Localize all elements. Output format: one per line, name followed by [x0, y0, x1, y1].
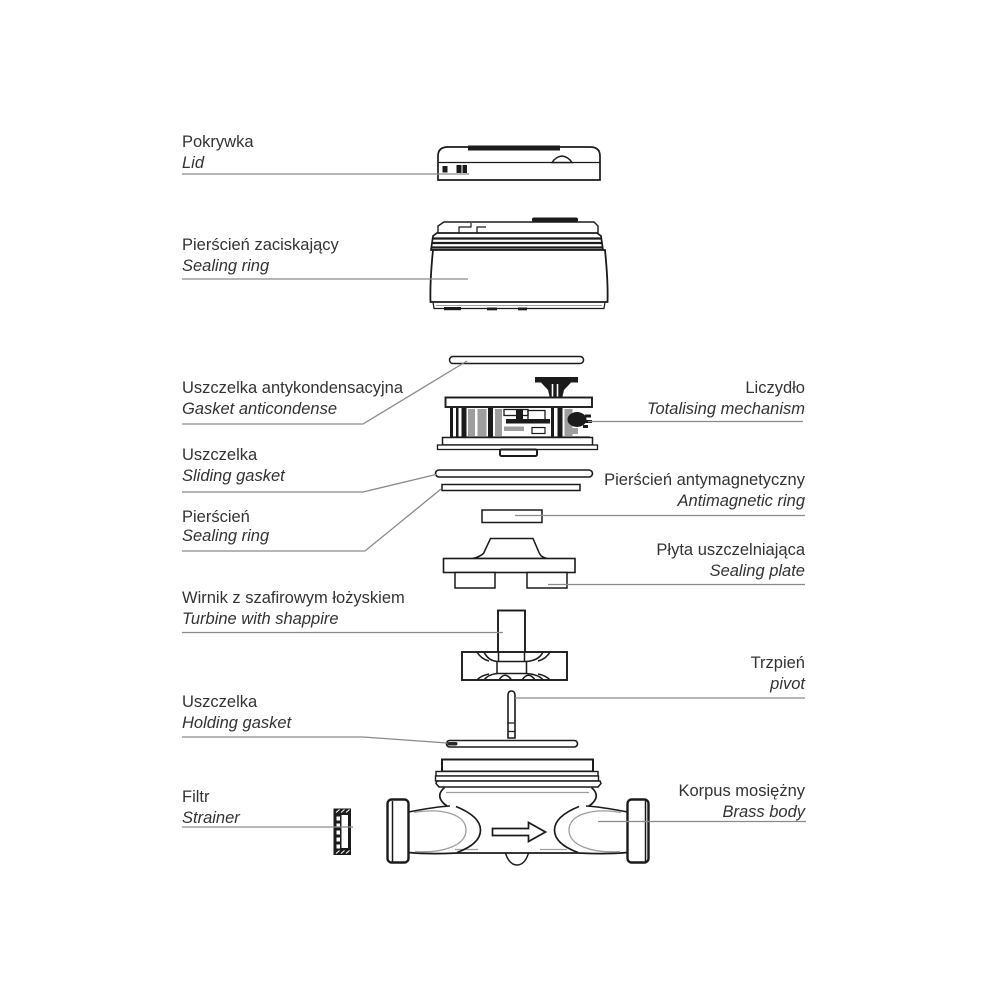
label-totalising-mechanism-pl: Liczydło [745, 379, 805, 397]
part-sealing-ring-thin [442, 485, 580, 491]
label-pivot [751, 653, 805, 695]
label-strainer [182, 787, 240, 829]
label-sealing-ring-thin [182, 508, 269, 546]
label-totalising-mechanism-en: Totalising mechanism [646, 400, 805, 418]
label-lid-en: Lid [182, 154, 205, 172]
label-sealing-plate-en: Sealing plate [709, 562, 805, 580]
label-totalising-mechanism [647, 378, 805, 420]
label-gasket-anticondense-pl: Uszczelka antykondensacyjna [182, 379, 404, 397]
flow-arrow-icon [493, 823, 546, 842]
label-pivot-pl: Trzpień [750, 654, 805, 672]
leader-holding-gasket [182, 737, 447, 743]
label-brass-body-en: Brass body [722, 803, 805, 821]
label-sealing-plate-pl: Płyta uszczelniająca [656, 541, 805, 559]
label-pivot-en: pivot [770, 675, 805, 693]
part-holding-gasket [447, 741, 578, 748]
label-sealing-ring-clamp-en: Sealing ring [182, 257, 270, 275]
label-turbine-pl: Wirnik z szafirowym łożyskiem [182, 589, 405, 607]
label-sealing-ring-thin-en: Sealing ring [182, 527, 270, 545]
label-holding-gasket [182, 692, 291, 734]
part-antimagnetic-ring [482, 510, 542, 523]
label-sliding-gasket [182, 445, 285, 487]
label-strainer-en: Strainer [182, 809, 240, 827]
label-brass-body-pl: Korpus mosiężny [678, 782, 805, 800]
label-gasket-anticondense [182, 378, 403, 420]
part-gasket-anticondense [450, 357, 584, 364]
label-antimagnetic-ring-en: Antimagnetic ring [677, 492, 805, 510]
part-turbine [462, 611, 567, 681]
part-pivot [508, 691, 515, 738]
part-totalising-mechanism [438, 377, 598, 456]
label-sliding-gasket-pl: Uszczelka [182, 446, 258, 464]
label-sealing-plate [656, 540, 805, 582]
part-strainer [334, 809, 352, 856]
label-lid [182, 132, 254, 174]
label-sealing-ring-thin-pl: Pierścień [182, 508, 250, 526]
part-sliding-gasket [436, 470, 593, 477]
label-strainer-pl: Filtr [182, 788, 210, 806]
label-turbine-en: Turbine with shappire [182, 610, 339, 628]
label-holding-gasket-pl: Uszczelka [182, 693, 258, 711]
label-brass-body [678, 781, 805, 823]
label-antimagnetic-ring [604, 470, 805, 512]
label-holding-gasket-en: Holding gasket [182, 714, 292, 732]
label-antimagnetic-ring-pl: Pierścień antymagnetyczny [604, 471, 805, 489]
part-sealing-plate [444, 539, 576, 589]
part-sealing-ring-clamp [430, 218, 607, 311]
label-sliding-gasket-en: Sliding gasket [182, 467, 285, 485]
part-lid [438, 146, 600, 181]
label-sealing-ring-clamp-pl: Pierścień zaciskający [182, 236, 339, 254]
part-brass-body [388, 760, 649, 866]
label-lid-pl: Pokrywka [182, 133, 254, 151]
label-gasket-anticondense-en: Gasket anticondense [182, 400, 338, 418]
label-turbine [182, 588, 405, 630]
label-sealing-ring-clamp [182, 235, 339, 277]
